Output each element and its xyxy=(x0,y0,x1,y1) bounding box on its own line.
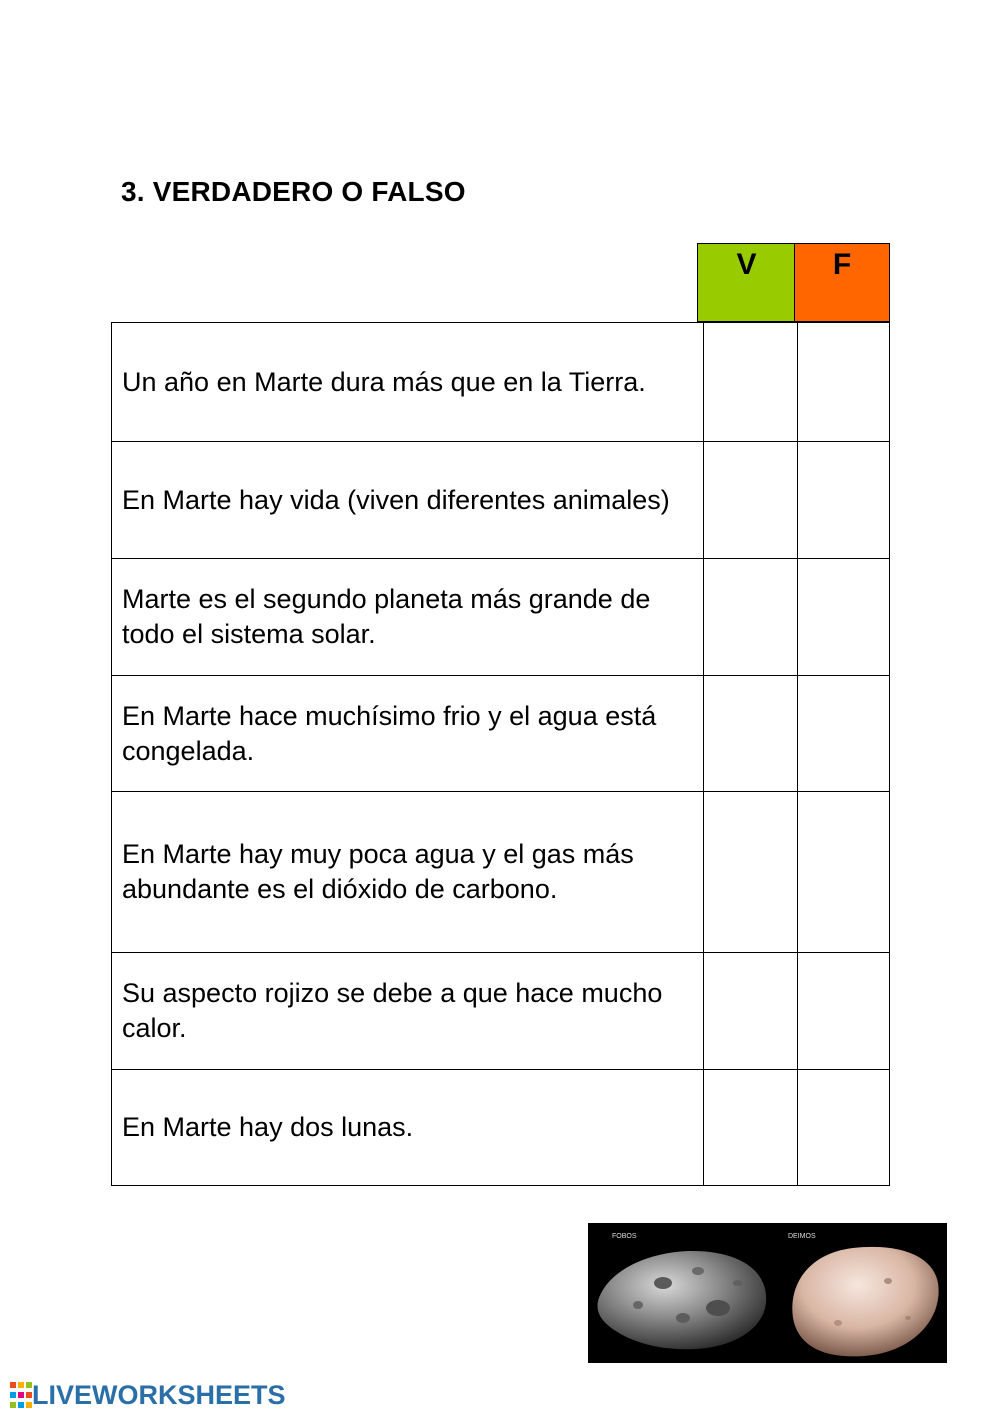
mars-moons-illustration xyxy=(588,1223,947,1363)
true-answer-box[interactable] xyxy=(703,676,798,792)
table-row xyxy=(112,1070,890,1186)
liveworksheets-logo xyxy=(10,1380,286,1410)
statement-text: En Marte hay muy poca agua y el gas más abundante es el dióxido de carbono. xyxy=(112,792,704,953)
table-row xyxy=(112,559,890,676)
false-answer-box[interactable] xyxy=(798,323,890,442)
statement-text: Un año en Marte dura más que en la Tierra. xyxy=(112,323,704,442)
false-answer-box[interactable] xyxy=(798,953,890,1070)
phobos-label: FOBOS xyxy=(612,1233,637,1240)
mars-moons-photo xyxy=(588,1223,947,1363)
table-row xyxy=(112,442,890,559)
true-answer-box[interactable] xyxy=(703,1070,798,1186)
table-row xyxy=(112,953,890,1070)
true-answer-box[interactable] xyxy=(703,323,798,442)
false-answer-box[interactable] xyxy=(798,442,890,559)
false-answer-box[interactable] xyxy=(798,676,890,792)
deimos-label: DEIMOS xyxy=(788,1233,816,1240)
statement-text: En Marte hay dos lunas. xyxy=(112,1070,704,1186)
true-column-header: V xyxy=(697,243,795,322)
table-row xyxy=(112,792,890,953)
statement-text: En Marte hay vida (viven diferentes animales) xyxy=(112,442,704,559)
table-row xyxy=(112,323,890,442)
table-row xyxy=(112,676,890,792)
logo-text: LIVEWORKSHEETS xyxy=(32,1379,286,1410)
true-answer-box[interactable] xyxy=(703,442,798,559)
statement-text: Su aspecto rojizo se debe a que hace mucho calor. xyxy=(112,953,704,1070)
statement-text: En Marte hace muchísimo frio y el agua está congelada. xyxy=(112,676,704,792)
true-answer-box[interactable] xyxy=(703,792,798,953)
false-answer-box[interactable] xyxy=(798,1070,890,1186)
true-answer-box[interactable] xyxy=(703,953,798,1070)
worksheet-title: 3. VERDADERO O FALSO xyxy=(121,176,466,207)
false-answer-box[interactable] xyxy=(798,559,890,676)
true-false-table xyxy=(111,322,890,1186)
true-answer-box[interactable] xyxy=(703,559,798,676)
false-column-header: F xyxy=(794,243,890,322)
statement-text: Marte es el segundo planeta más grande de todo el sistema solar. xyxy=(112,559,704,676)
false-answer-box[interactable] xyxy=(798,792,890,953)
liveworksheets-icon xyxy=(10,1382,32,1408)
